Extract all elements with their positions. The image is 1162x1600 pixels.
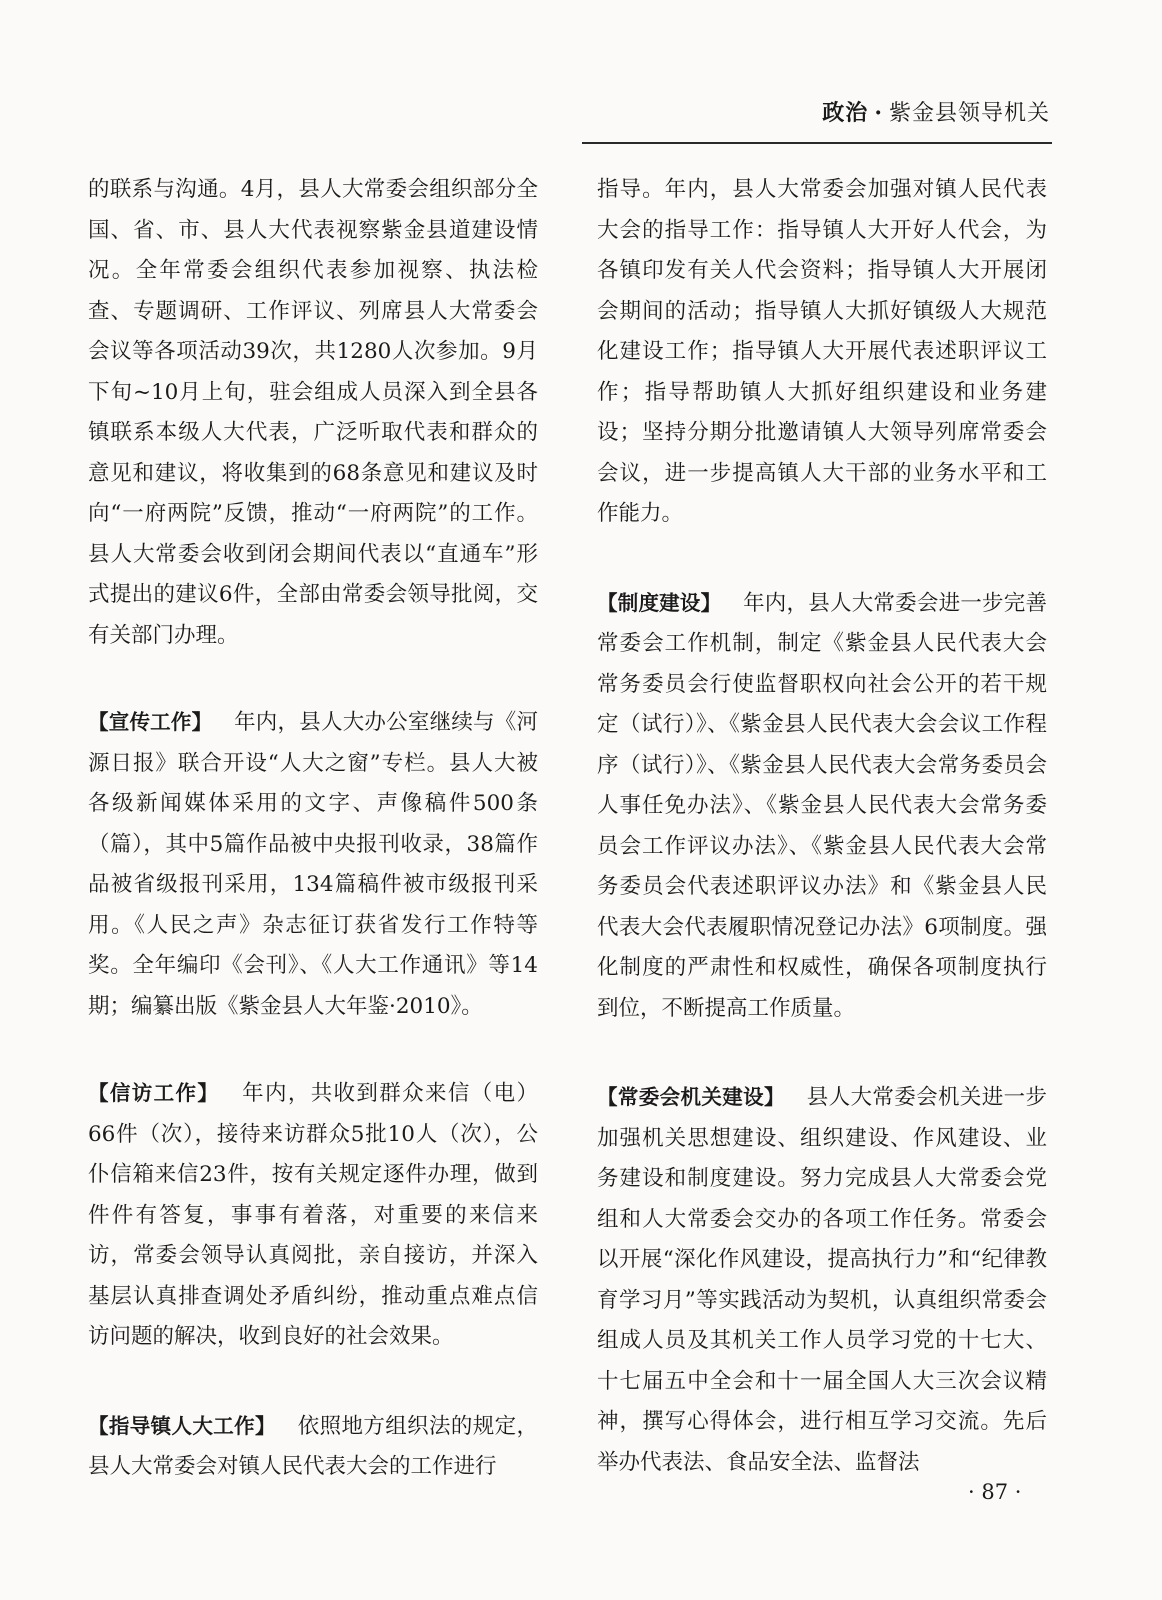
header-section: 政治: [822, 101, 869, 126]
section-publicity-heading: 【宣传工作】: [88, 710, 213, 734]
header-subtitle: 紫金县领导机关: [888, 101, 1050, 126]
left-paragraph-1: 的联系与沟通。4月，县人大常委会组织部分全国、省、市、县人大代表视察紫金县道建设情况。全年常委会组织代表参加视察、执法检查、专题调研、工作评议、列席县人大常委会会议等各项活动39次，共1280人次参加。9月下旬~10月上旬，驻会组成人员深入到全县各镇联系本级人大代表，广泛听取代表和群众的意见和建议，将收集到的68条意见和建议及时向“一府两院”反馈，推动“一府两院”的工作。县人大常委会收到闭会期间代表以“直通车”形式提出的建议6件，全部由常委会领导批阅，交有关部门办理。: [88, 177, 538, 648]
section-publicity: [88, 702, 538, 1027]
header-dot: ·: [874, 100, 883, 126]
section-petition: [88, 1073, 538, 1358]
left-column: [88, 170, 538, 1488]
section-petition-heading: 【信访工作】: [88, 1081, 220, 1105]
spacer: [88, 656, 538, 702]
section-publicity-body: 年内，县人大办公室继续与《河源日报》联合开设“人大之窗”专栏。县人大被各级新闻媒体采用的文字、声像稿件500条（篇），其中5篇作品被中央报刊收录，38篇作品被省级报刊采用，134篇稿件被市级报刊采用。《人民之声》杂志征订获省发行工作特等奖。全年编印《会刊》、《人大工作通讯》等14期；编纂出版《紫金县人大年鉴·2010》。: [88, 710, 538, 1019]
section-petition-body: 年内，共收到群众来信（电）66件（次），接待来访群众5批10人（次），公仆信箱来信23件，按有关规定逐件办理，做到件件有答复，事事有着落，对重要的来信来访，常委会领导认真阅批，亲自接访，并深入基层认真排查调处矛盾纠纷，推动重点难点信访问题的解决，收到良好的社会效果。: [88, 1081, 538, 1349]
spacer: [88, 1358, 538, 1406]
section-organ-building-body: 县人大常委会机关进一步加强机关思想建设、组织建设、作风建设、业务建设和制度建设。努力完成县人大常委会党组和人大常委会交办的各项工作任务。常委会以开展“深化作风建设，提高执行力”和“纪律教育学习月”等实践活动为契机，认真组织常委会组成人员及其机关工作人员学习党的十七大、十七届五中全会和十一届全国人大三次会议精神，撰写心得体会，进行相互学习交流。先后举办代表法、食品安全法、监督法: [597, 1085, 1047, 1475]
section-organ-building-heading: 【常委会机关建设】: [597, 1085, 785, 1109]
header-rule: [582, 142, 1052, 144]
section-town-guidance-heading: 【指导镇人大工作】: [88, 1413, 276, 1438]
section-town-guidance: [88, 1406, 538, 1488]
right-paragraph-1: 指导。年内，县人大常委会加强对镇人民代表大会的指导工作：指导镇人大开好人代会，为各镇印发有关人代会资料；指导镇人大开展闭会期间的活动；指导镇人大抓好镇级人大规范化建设工作；指导镇人大开展代表述职评议工作；指导帮助镇人大抓好组织建设和业务建设；坚持分期分批邀请镇人大领导列席常委会会议，进一步提高镇人大干部的业务水平和工作能力。: [597, 177, 1047, 526]
section-system-building-heading: 【制度建设】: [597, 590, 722, 615]
section-organ-building: [597, 1077, 1047, 1483]
page-number: · 87 ·: [968, 1480, 1022, 1504]
spacer: [88, 1027, 538, 1073]
spacer: [597, 535, 1047, 583]
running-header: [822, 96, 1050, 127]
right-column: [597, 170, 1047, 1483]
spacer: [597, 1029, 1047, 1077]
section-system-building: [597, 583, 1047, 1030]
section-town-guidance-body: 依照地方组织法的规定，县人大常委会对镇人民代表大会的工作进行: [88, 1413, 538, 1479]
section-system-building-body: 年内，县人大常委会进一步完善常委会工作机制，制定《紫金县人民代表大会常务委员会行使监督职权向社会公开的若干规定（试行）》、《紫金县人民代表大会会议工作程序（试行）》、《紫金县人民代表大会常务委员会人事任免办法》、《紫金县人民代表大会常务委员会工作评议办法》、《紫金县人民代表大会常务委员会代表述职评议办法》和《紫金县人民代表大会代表履职情况登记办法》6项制度。强化制度的严肃性和权威性，确保各项制度执行到位，不断提高工作质量。: [597, 590, 1047, 1021]
